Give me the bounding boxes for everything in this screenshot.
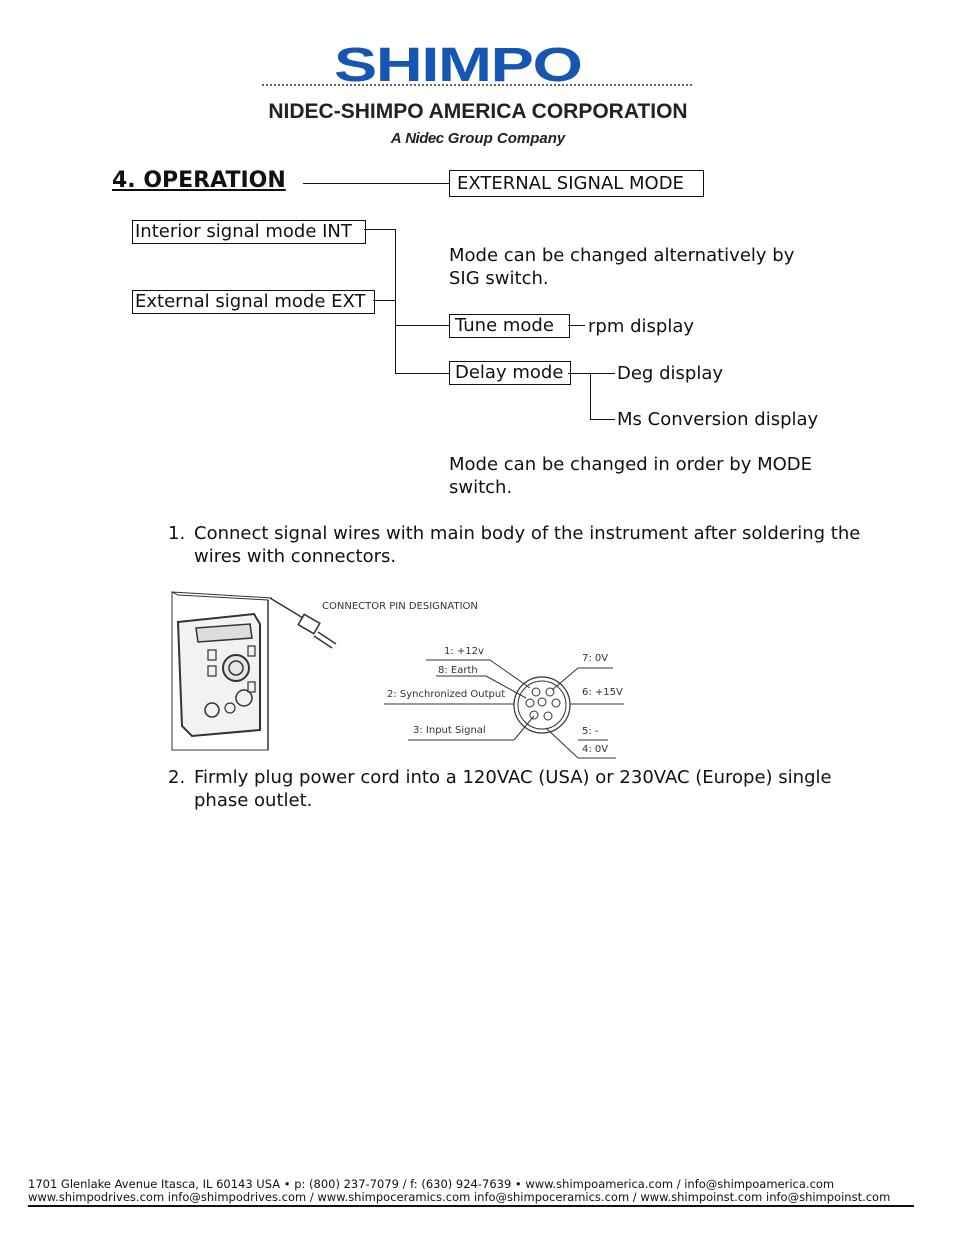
pin-7-label: 7: 0V [582, 653, 609, 664]
pin-6-label: 6: +15V [582, 687, 623, 698]
heading-connector-line [303, 183, 450, 184]
deg-display-label: Deg display [617, 363, 723, 384]
connector-face [514, 677, 570, 733]
delay-mode-box: Delay mode [449, 361, 571, 385]
external-signal-mode-box: EXTERNAL SIGNAL MODE [449, 170, 704, 197]
ms-conversion-display-label: Ms Conversion display [617, 409, 819, 430]
delay-to-deg-line [568, 373, 615, 374]
pin-1-label: 1: +12v [444, 646, 484, 657]
delay-to-ms-line [590, 419, 615, 420]
nidec-logo: Nidec [405, 130, 444, 147]
pin-3-label: 3: Input Signal [413, 725, 486, 736]
footer-websites: www.shimpodrives.com info@shimpodrives.com / www.shimpoceramics.com info@shimpoceramics.com / www.shimpoinst.com info@shimpoinst.com [28, 1190, 891, 1204]
tree-trunk [395, 229, 396, 374]
tree-branch-delay [395, 373, 450, 374]
tree-line-int [364, 229, 396, 230]
tune-mode-box: Tune mode [449, 314, 570, 338]
header-dotted-divider [262, 84, 692, 86]
step-2-text: Firmly plug power cord into a 120VAC (USA) or 230VAC (Europe) single phase outlet. [194, 767, 832, 811]
pin-2-label: 2: Synchronized Output [387, 689, 506, 700]
sig-switch-note: Mode can be changed alternatively by SIG switch. [449, 245, 795, 289]
step-1-text: Connect signal wires with main body of the instrument after soldering the wires with connectors. [194, 523, 861, 567]
company-name: NIDEC-SHIMPO AMERICA CORPORATION [268, 100, 688, 123]
tagline-suffix: Group Company [447, 130, 566, 147]
tune-to-rpm-line [568, 325, 585, 326]
mode-switch-note: Mode can be changed in order by MODE switch. [449, 454, 813, 498]
footer-rule [28, 1205, 914, 1207]
external-signal-mode-box-ext: External signal mode EXT [132, 290, 375, 314]
pin-8-label: 8: Earth [438, 665, 478, 676]
tagline-prefix: A [390, 130, 402, 147]
tree-branch-tune [395, 325, 450, 326]
pin-5-label: 5: - [582, 726, 599, 737]
step-2-number: 2. [168, 767, 186, 788]
pin-4-label: 4: 0V [582, 744, 609, 755]
tagline [260, 130, 696, 147]
instrument-illustration [172, 592, 272, 750]
interior-signal-mode-box: Interior signal mode INT [132, 220, 366, 244]
connector-title: CONNECTOR PIN DESIGNATION [322, 601, 478, 612]
delay-branch-vertical [590, 373, 591, 419]
connector-figure [168, 590, 638, 765]
step-1-number: 1. [168, 523, 186, 544]
tree-line-ext [373, 300, 396, 301]
footer-address: 1701 Glenlake Avenue Itasca, IL 60143 USA • p: (800) 237-7079 / f: (630) 924-7639 • www.shimpoamerica.com / info@shimpoamerica.com [28, 1177, 835, 1191]
section-heading: 4. OPERATION [112, 168, 286, 193]
rpm-display-label: rpm display [588, 316, 694, 337]
shimpo-logo: SHIMPO [334, 39, 582, 92]
